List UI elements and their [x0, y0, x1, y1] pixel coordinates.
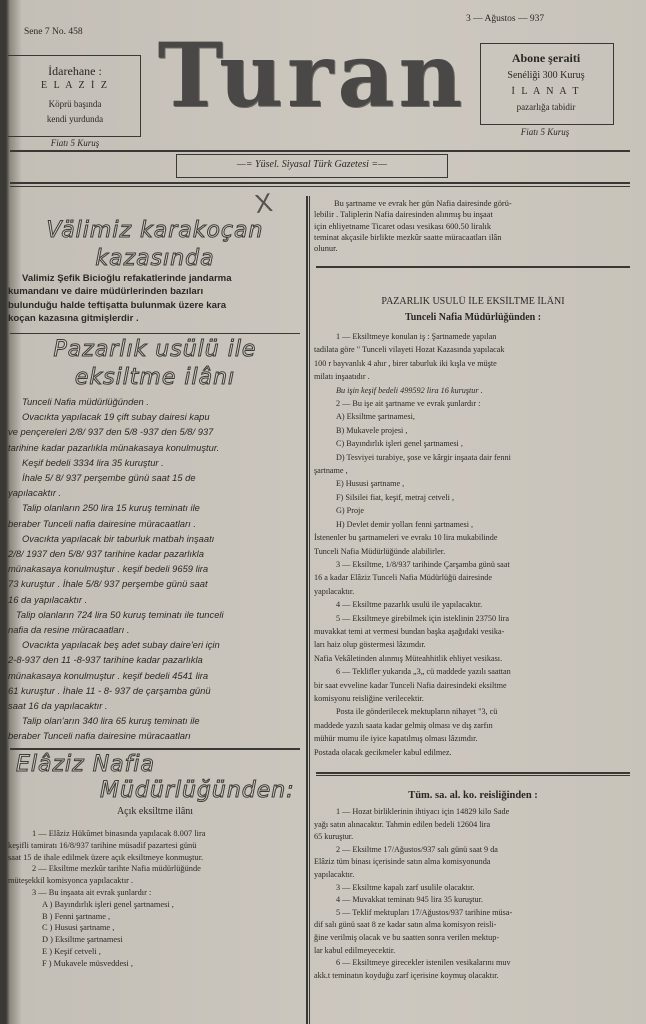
right-article2-line: A) Eksiltme şartnamesi, [336, 412, 415, 422]
article2-line: Tunceli Nafia müdürlüğünden . [22, 396, 149, 407]
right-article3-line: 65 kuruştur. [314, 832, 354, 842]
right-article2-line: yapılacaktır. [314, 586, 355, 596]
article2-line: 2-8-937 den 11 -8-937 tarihine kadar pazarlıkla [8, 654, 203, 666]
right-article2-line: E) Hususi şartname , [336, 479, 405, 489]
left-box-line-1: İdarehane : [48, 64, 102, 78]
right-article2-line: milatı inşaatıdır . [314, 372, 370, 382]
right-article2-line: Tunceli Nafia Müdürlüğünde alabilirler. [314, 546, 446, 556]
article3-line: 2 — Eksiltme mezkûr tarihte Nafia müdürlüğünde [32, 864, 201, 874]
article1-body [8, 272, 304, 326]
right-article2-line: H) Devlet demir yolları fenni şartnamesi , [336, 519, 474, 529]
article3-line: D ) Eksiltme şartnamesi [42, 935, 123, 945]
article2-line: nafia da resine müracaatları . [8, 624, 130, 636]
article3-line: A ) Bayındırlık işleri genel şartnamesi , [42, 899, 174, 909]
right-article3-line: akk.t teminatın koyduğu zarf içerisine koymuş olacaktır. [314, 970, 499, 980]
article2-body [8, 394, 306, 744]
article2-line: beraber Tunceli nafia dairesine müracaatları [8, 730, 191, 742]
left-rule-2 [10, 748, 300, 750]
right-article2-line: 100 r bayvanlık 4 ahır , birer taburluk iki kışla ve müşte [314, 358, 497, 368]
right-article2-line: 2 — Bu işe ait şartname ve evrak şunlardır : [336, 399, 481, 409]
right-article2-line: maddede yazılı saata kadar gelmiş olması ve dış zarfın [314, 720, 493, 730]
article2-line: İhale 5/ 8/ 937 perşembe günü saat 15 de [22, 472, 196, 484]
right-article1-line: olunur. [314, 244, 338, 254]
right-rule-3 [316, 775, 630, 776]
article2-line: münakasaya konulmuştur . keşif bedeli 9659 lira [8, 563, 209, 575]
right-rule-1 [316, 266, 630, 268]
right-article2-line: D) Tesviyei turabiye, şose ve kârgir inşaata dair fenni [336, 452, 511, 462]
article2-line: ve pençereleri 2/8/ 937 den 5/8 -937 den 5/8/ 937 [8, 426, 214, 438]
article1-line: kumandanı ve daire müdürlerinden bazıları [8, 286, 204, 298]
right-article1-line: teminat akçasile birlikte mezkûr saatte müracaatları ilân [314, 232, 502, 242]
article3-line: saat 15 de ihale edilmek üzere açık eksiltmeye konmuştur. [8, 852, 204, 862]
article3-line: 1 — Elâziz Hükûmet binasında yapılacak 8.007 lira [32, 829, 206, 838]
right-article2-line: şartname , [314, 466, 348, 476]
right-article3-line: Elâziz tüm binası içerisinde satın alma komisyonunda [314, 857, 491, 867]
left-price: Fiatı 5 Kuruş [50, 138, 100, 148]
article3-line: E ) Keşif cetveli , [42, 946, 101, 956]
article2-line: Ovacıkta yapılacak bir taburluk matbah inşaatı [22, 532, 215, 544]
right-article2-line: mühür mumu ile iyice kapatılmış olması lâzımdır. [314, 734, 478, 744]
article2-title-line1: Pazarlık usülü ile [53, 337, 257, 362]
article2-line: Talip olanların 250 lira 15 kuruş teminatı ile [22, 502, 200, 514]
right-article3-line: 6 — Eksiltmeye girecekler istenilen vesikalarını muv [336, 958, 511, 968]
right-article2-line: İstenenler bu şartnameleri ve evrakı 10 lira mukabilinde [314, 533, 498, 543]
right-article2-body [314, 330, 632, 759]
right-article3-line: 1 — Hozat birliklerinin ihtiyacı için 14829 kilo Sade [336, 807, 510, 816]
pen-mark: X [252, 186, 275, 220]
right-article3-line: dif salı günü saat 8 ze kadar satın alma komisyon reisli- [314, 920, 497, 930]
right-article2-line: 5 — Eksiltmeye girebilmek için isteklinin 23750 lira [336, 613, 510, 623]
masthead-rule-top [10, 150, 630, 152]
right-box-line-1: Abone şeraiti [511, 51, 581, 65]
right-article2-line: Nafia Vekâletinden alınmış Müteahhitlik ehliyet vesikası. [314, 653, 503, 663]
right-article2-line: 1 — Eksiltmeye konulan iş : Şartnamede yapılan [336, 332, 497, 341]
right-article3-line: ğine verilmiş olacak ve bu saatten sonra verilen mektup- [314, 932, 500, 942]
article2-line: saat 16 da yapılacaktır . [8, 700, 108, 712]
right-article2-line: C) Bayındırlık işleri genel şartnamesi , [336, 439, 463, 449]
article2-line: Ovacıkta yapılacak beş adet subay daire'eri için [22, 639, 220, 651]
article1-line: koçan kazasına gitmişlerdir . [8, 313, 139, 325]
right-rule-2 [316, 772, 630, 774]
article2-line: 73 kuruştur . İhale 5/8/ 937 perşembe günü saat [8, 578, 208, 590]
right-article3-line: lar kabul edilmeyecektir. [314, 945, 396, 955]
right-article2-line: 6 — Teklifler yukarıda „3„ cü maddede yazılı saattan [336, 667, 511, 677]
right-article1-body [314, 198, 634, 254]
right-article2-line: 16 a kadar Elâziz Tunceli Nafia Müdürlüğü dairesinde [314, 573, 493, 583]
issue-number: Sene 7 No. 458 [24, 27, 83, 37]
right-article2-line: 4 — Eksiltme pazarlık usulü ile yapılacaktır. [336, 600, 483, 610]
right-article2-line: Postada olacak gecikmeler kabul edilmez. [314, 747, 452, 757]
right-article3-line: yağı satın alınacaktır. Tahmin edilen bedeli 12604 lira [314, 819, 491, 829]
article1-line: Valimiz Şefik Bicioğlu refakatlerinde jandarma [22, 273, 232, 284]
right-article3-line: 4 — Muvakkat teminatı 945 lira 35 kuruştur. [336, 895, 483, 905]
right-price: Fiatı 5 Kuruş [520, 127, 570, 137]
article2-line: 16 da yapılacaktır . [8, 593, 88, 605]
article3-title-line2: Müdürlüğünden: [100, 778, 295, 803]
right-article3-line: 2 — Eksiltme 17/Ağustos/937 salı günü saat 9 da [336, 844, 498, 854]
right-article3-line: yapılacaktır. [314, 869, 355, 879]
right-article2-line: ları haiz olup göstermesi lâzımdır. [314, 640, 426, 650]
right-article2-line: bir saat evveline kadar Tunceli Nafia dairesindeki eksiltme [314, 680, 507, 690]
article3-line: keşifli tamiratı 16/8/937 tarihine müsadif pazartesi günü [8, 840, 197, 850]
right-article2-line: Posta ile gönderilecek mektupların nihayet "3, cü [336, 707, 498, 717]
right-article2-line: muvakkat temi at vermesi bundan başka aşağıdaki vesika- [314, 626, 505, 636]
article2-line: 61 kuruştur . İhale 11 - 8- 937 de çarşamba günü [8, 684, 211, 696]
right-article3-line: 3 — Eksiltme kapalı zarf usulile olacaktır. [336, 882, 475, 892]
right-box-line-4: pazarlığa tabidir [516, 102, 576, 112]
right-article2-line: Bu işin keşif bedeli 499592 lira 16 kuruştur . [336, 385, 483, 395]
article3-line: C ) Hususi şartname , [42, 923, 115, 933]
article3-line: müteşekkil komisyonca yapılacaktır . [8, 876, 134, 886]
masthead-rule-bottom-2 [10, 186, 630, 187]
article2-line: Keşif bedeli 3334 lira 35 kuruştur . [22, 456, 164, 468]
right-article2-line: komisyonu reisliğine verilecektir. [314, 693, 424, 703]
article1-title-line2: kazasında [95, 246, 215, 271]
right-article2-line: B) Mukavele projesi , [336, 425, 408, 435]
article2-line: Ovacıkta yapılacak 19 çift subay dairesi kapu [22, 411, 210, 423]
right-article2-line: F) Silsilei fiat, keşif, metraj cetveli , [336, 492, 455, 502]
right-box-line-3: İ L A N A T [511, 86, 581, 97]
masthead-subtitle: —= Yüsel. Siyasal Türk Gazetesi =— [236, 159, 388, 170]
left-box-line-3: Köprü başında [48, 99, 102, 109]
article2-line: beraber Tunceli nafia dairesine müracaatları . [8, 517, 196, 529]
right-article3-body [314, 806, 632, 982]
article2-line: 2/8/ 1937 den 5/8/ 937 tarihine kadar pazarlıkla [8, 548, 204, 560]
article3-line: B ) Fenni şartname , [42, 911, 111, 921]
left-box-line-2: E L A Z İ Z [40, 80, 109, 91]
article2-line: Talip olan'arın 340 lira 65 kuruş teminatı ile [22, 715, 200, 727]
article2-line: yapılacaktır . [8, 487, 62, 499]
right-article1-line: lebilir . Taliplerin Nafia dairesinden alınmış bu inşaat [314, 210, 493, 220]
right-article2-line: 3 — Eksiltme, 1/8/937 tarihinde Çarşamba günü saat [336, 559, 510, 569]
masthead-title: Turan [157, 23, 467, 127]
right-article2-subtitle: Tunceli Nafia Müdürlüğünden : [404, 312, 542, 323]
right-article3-title: Tüm. sa. al. ko. reisliğinden : [408, 790, 538, 801]
right-box-line-2: Senéliği 300 Kuruş [507, 70, 585, 81]
article1-line: bulunduğu halde teftişatta bulunmak üzere kara [8, 299, 227, 311]
left-rule-1 [10, 333, 300, 334]
article3-subtitle: Açık eksiltme ilânı [116, 806, 194, 817]
right-article2-title: PAZARLIK USULÜ İLE EKSİLTME İLÂNI [381, 296, 565, 307]
right-article2-line: G) Proje [336, 506, 364, 516]
article3-title-line1: Elâziz Nafia [16, 752, 155, 777]
article1-title-line1: Välimiz karakoçan [46, 218, 264, 243]
article2-line: Talip olanların 724 lira 50 kuruş teminatı ile tunceli [16, 608, 224, 620]
article3-body [8, 828, 308, 970]
right-article3-line: 5 — Teklif mektupları 17/Ağustos/937 tarihine müsa- [336, 907, 513, 917]
column-divider-2 [309, 196, 310, 1024]
issue-date: 3 — Ağustos — 937 [466, 14, 545, 24]
article2-line: münakasaya konulmuştur . keşif bedeli 4541 lira [8, 669, 209, 681]
right-article1-line: için ehliyetname Ticaret odası vesikası 600.50 liralık [314, 221, 492, 231]
left-box-line-4: kendi yurdunda [46, 114, 104, 124]
right-article2-line: tadilata göre " Tunceli vilayeti Hozat Kazasında yapılacak [314, 345, 505, 355]
masthead-rule-bottom [10, 182, 630, 184]
article3-line: F ) Mukavele müsveddesi , [42, 958, 133, 968]
article3-line: 3 — Bu inşaata ait evrak şunlardır : [32, 887, 152, 897]
article2-title-line2: eksiltme ilânı [74, 365, 236, 390]
right-article1-line: Bu şartname ve evrak her gün Nafia dairesinde görü- [334, 199, 512, 208]
article2-line: tarihine kadar pazarlıkla münakasaya konulmuştur. [8, 441, 220, 453]
